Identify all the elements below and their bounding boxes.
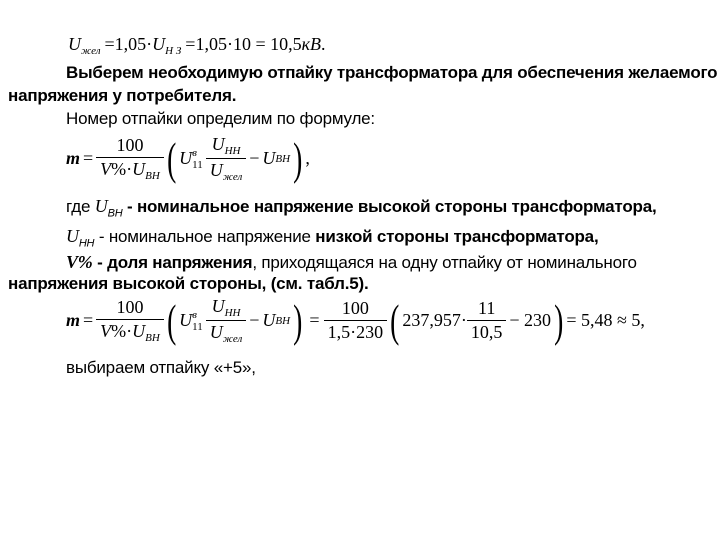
left-paren-icon: ( bbox=[166, 132, 177, 184]
definition-u-nn: $U_{НН}$ - номинальное напряжение низкой стороны трансформатора, bbox=[66, 226, 599, 250]
formula2-fraction-11-over-10-5: $\frac{11}{10,5}$ bbox=[467, 298, 507, 343]
right-paren-icon: ) bbox=[554, 294, 564, 346]
equation-u-desired: $U_{жел} =1,05\cdot U_{Н З} =1,05\cdot 10 = 10,5кВ$. bbox=[68, 34, 326, 58]
formula2-fraction-100: $\frac{100}{V\%\cdot U_{ВН}}$ bbox=[96, 297, 164, 344]
formula-tap-number: m = $\frac{100}{V\%\cdot U_{ВН}}$ ( U в 11 $\frac{U_{НН}}{U_{жел}}$ − U ВН ) , bbox=[66, 132, 310, 184]
definition-v-percent: V% - доля напряжения, приходящаяся на одну отпайку от номинального bbox=[66, 252, 637, 272]
paragraph-select-tap-line1: Выберем необходимую отпайку трансформатора для обеспечения желаемого bbox=[66, 63, 718, 82]
paragraph-select-tap-line2: напряжения у потребителя. bbox=[8, 86, 237, 105]
formula2-fraction-unn-ujel: $\frac{U_{НН}}{U_{жел}}$ bbox=[206, 296, 247, 345]
right-paren-icon: ) bbox=[293, 294, 303, 346]
formula1-fraction-100: $\frac{100}{V\%\cdot U_{ВН}}$ bbox=[96, 135, 164, 182]
left-paren-icon: ( bbox=[166, 294, 177, 346]
left-paren-icon: ( bbox=[390, 294, 400, 346]
formula-tap-number-calculation: m = $\frac{100}{V\%\cdot U_{ВН}}$ ( U в 11 $\frac{U_{НН}}{U_{жел}}$ − U ВН ) = $\frac{100}{1,5\cdot 230}$ ( 237,957· $\frac{11}{10,5}$ − 230 ) = 5,48 ≈ 5 , bbox=[66, 294, 645, 346]
right-paren-icon: ) bbox=[293, 132, 303, 184]
formula1-fraction-unn-ujel: $\frac{U_{НН}}{U_{жел}}$ bbox=[206, 134, 247, 183]
definition-v-percent-line2: напряжения высокой стороны, (см. табл.5). bbox=[8, 274, 369, 293]
choice-tap-text: выбираем отпайку «+5», bbox=[66, 358, 256, 377]
paragraph-tap-formula-intro: Номер отпайки определим по формуле: bbox=[66, 109, 375, 128]
definition-u-vn: где $U_{ВН}$ - номинальное напряжение высокой стороны трансформатора, bbox=[66, 196, 657, 220]
formula2-fraction-100-over-1-5-230: $\frac{100}{1,5\cdot 230}$ bbox=[324, 298, 388, 343]
